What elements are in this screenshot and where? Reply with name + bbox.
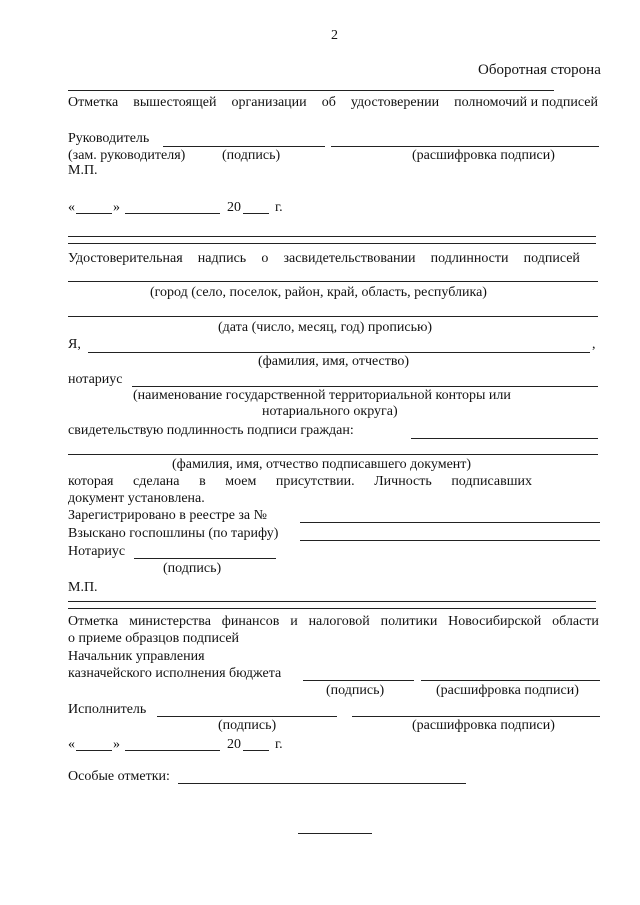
notary2-signature-line[interactable]: [134, 558, 276, 559]
date-hint: (дата (число, месяц, год) прописью): [218, 320, 433, 335]
office-hint-2: нотариального округа): [262, 404, 398, 419]
page-number: 2: [331, 28, 338, 43]
section3-title: Отметка министерства финансов и налоговой политики Новосибирской области: [68, 614, 599, 629]
decode-caption: (расшифровка подписи): [412, 148, 555, 163]
special-marks-label: Особые отметки:: [68, 769, 170, 784]
section1-title: Отметка вышестоящей организации об удостоверении полномочий и подписей: [68, 95, 598, 110]
executor-signature-caption: (подпись): [218, 718, 277, 733]
year-suffix: г.: [275, 200, 283, 215]
date-open-quote: «: [68, 200, 75, 215]
executor-decode-caption: (расшифровка подписи): [412, 718, 555, 733]
date2-open-quote: «: [68, 737, 75, 752]
date2-day-line[interactable]: [76, 750, 112, 751]
reverse-side-label: Оборотная сторона: [478, 62, 601, 78]
signer-line[interactable]: [68, 454, 598, 455]
signer-hint: (фамилия, имя, отчество подписавшего документ): [172, 457, 472, 472]
chief-decode-line[interactable]: [421, 680, 600, 681]
chief-signature-caption: (подпись): [326, 683, 385, 698]
chief-line-1: Начальник управления: [68, 649, 205, 664]
office-hint-1: (наименование государственной территориальной конторы или: [133, 388, 511, 403]
fio-hint: (фамилия, имя, отчество): [258, 354, 410, 369]
date2-close-quote: »: [113, 737, 120, 752]
separator-double-2: [68, 601, 596, 609]
footer-rule: [298, 833, 372, 834]
stamp-mp: М.П.: [68, 163, 98, 178]
special-marks-line[interactable]: [178, 783, 466, 784]
head-signature-line[interactable]: [163, 146, 325, 147]
signature-caption: (подпись): [222, 148, 281, 163]
date-day-line[interactable]: [76, 213, 112, 214]
executor-label: Исполнитель: [68, 702, 147, 717]
executor-signature-line[interactable]: [157, 716, 337, 717]
year2-suffix: г.: [275, 737, 283, 752]
chief-signature-line[interactable]: [303, 680, 414, 681]
stamp-mp-2: М.П.: [68, 580, 98, 595]
date2-month-line[interactable]: [125, 750, 220, 751]
fee-line[interactable]: [300, 540, 600, 541]
notary-fio-line[interactable]: [88, 352, 590, 353]
i-label: Я,: [68, 337, 81, 352]
fee-label: Взыскано госпошлины (по тарифу): [68, 526, 279, 541]
head-label: Руководитель: [68, 131, 150, 146]
head-decode-line[interactable]: [331, 146, 599, 147]
chief-decode-caption: (расшифровка подписи): [436, 683, 579, 698]
executor-decode-line[interactable]: [352, 716, 600, 717]
registered-label: Зарегистрировано в реестре за №: [68, 508, 268, 523]
presence-line-2: документ установлена.: [68, 491, 205, 506]
year2-prefix: 20: [227, 737, 241, 752]
top-rule: [68, 90, 554, 91]
notary-office-line[interactable]: [132, 386, 598, 387]
date2-year-line[interactable]: [243, 750, 269, 751]
separator-double-1: [68, 236, 596, 244]
certify-text: свидетельствую подлинность подписи граждан:: [68, 423, 354, 438]
section3-title-line2: о приеме образцов подписей: [68, 631, 240, 646]
city-line[interactable]: [68, 281, 598, 282]
section2-title: Удостоверительная надпись о засвидетельствовании подлинности подписей: [68, 251, 580, 266]
chief-line-2: казначейского исполнения бюджета: [68, 666, 282, 681]
fio-comma: ,: [592, 337, 596, 352]
year-prefix: 20: [227, 200, 241, 215]
date-words-line[interactable]: [68, 316, 598, 317]
city-hint: (город (село, поселок, район, край, область, республика): [150, 285, 487, 300]
certify-line[interactable]: [411, 438, 598, 439]
registered-line[interactable]: [300, 522, 600, 523]
date-close-quote: »: [113, 200, 120, 215]
date-year-line[interactable]: [243, 213, 269, 214]
notary2-signature-caption: (подпись): [163, 561, 222, 576]
notary-label: нотариус: [68, 372, 123, 387]
presence-line-1: которая сделана в моем присутствии. Личность подписавших: [68, 474, 532, 489]
notary2-label: Нотариус: [68, 544, 126, 559]
date-month-line[interactable]: [125, 213, 220, 214]
deputy-label: (зам. руководителя): [68, 148, 186, 163]
